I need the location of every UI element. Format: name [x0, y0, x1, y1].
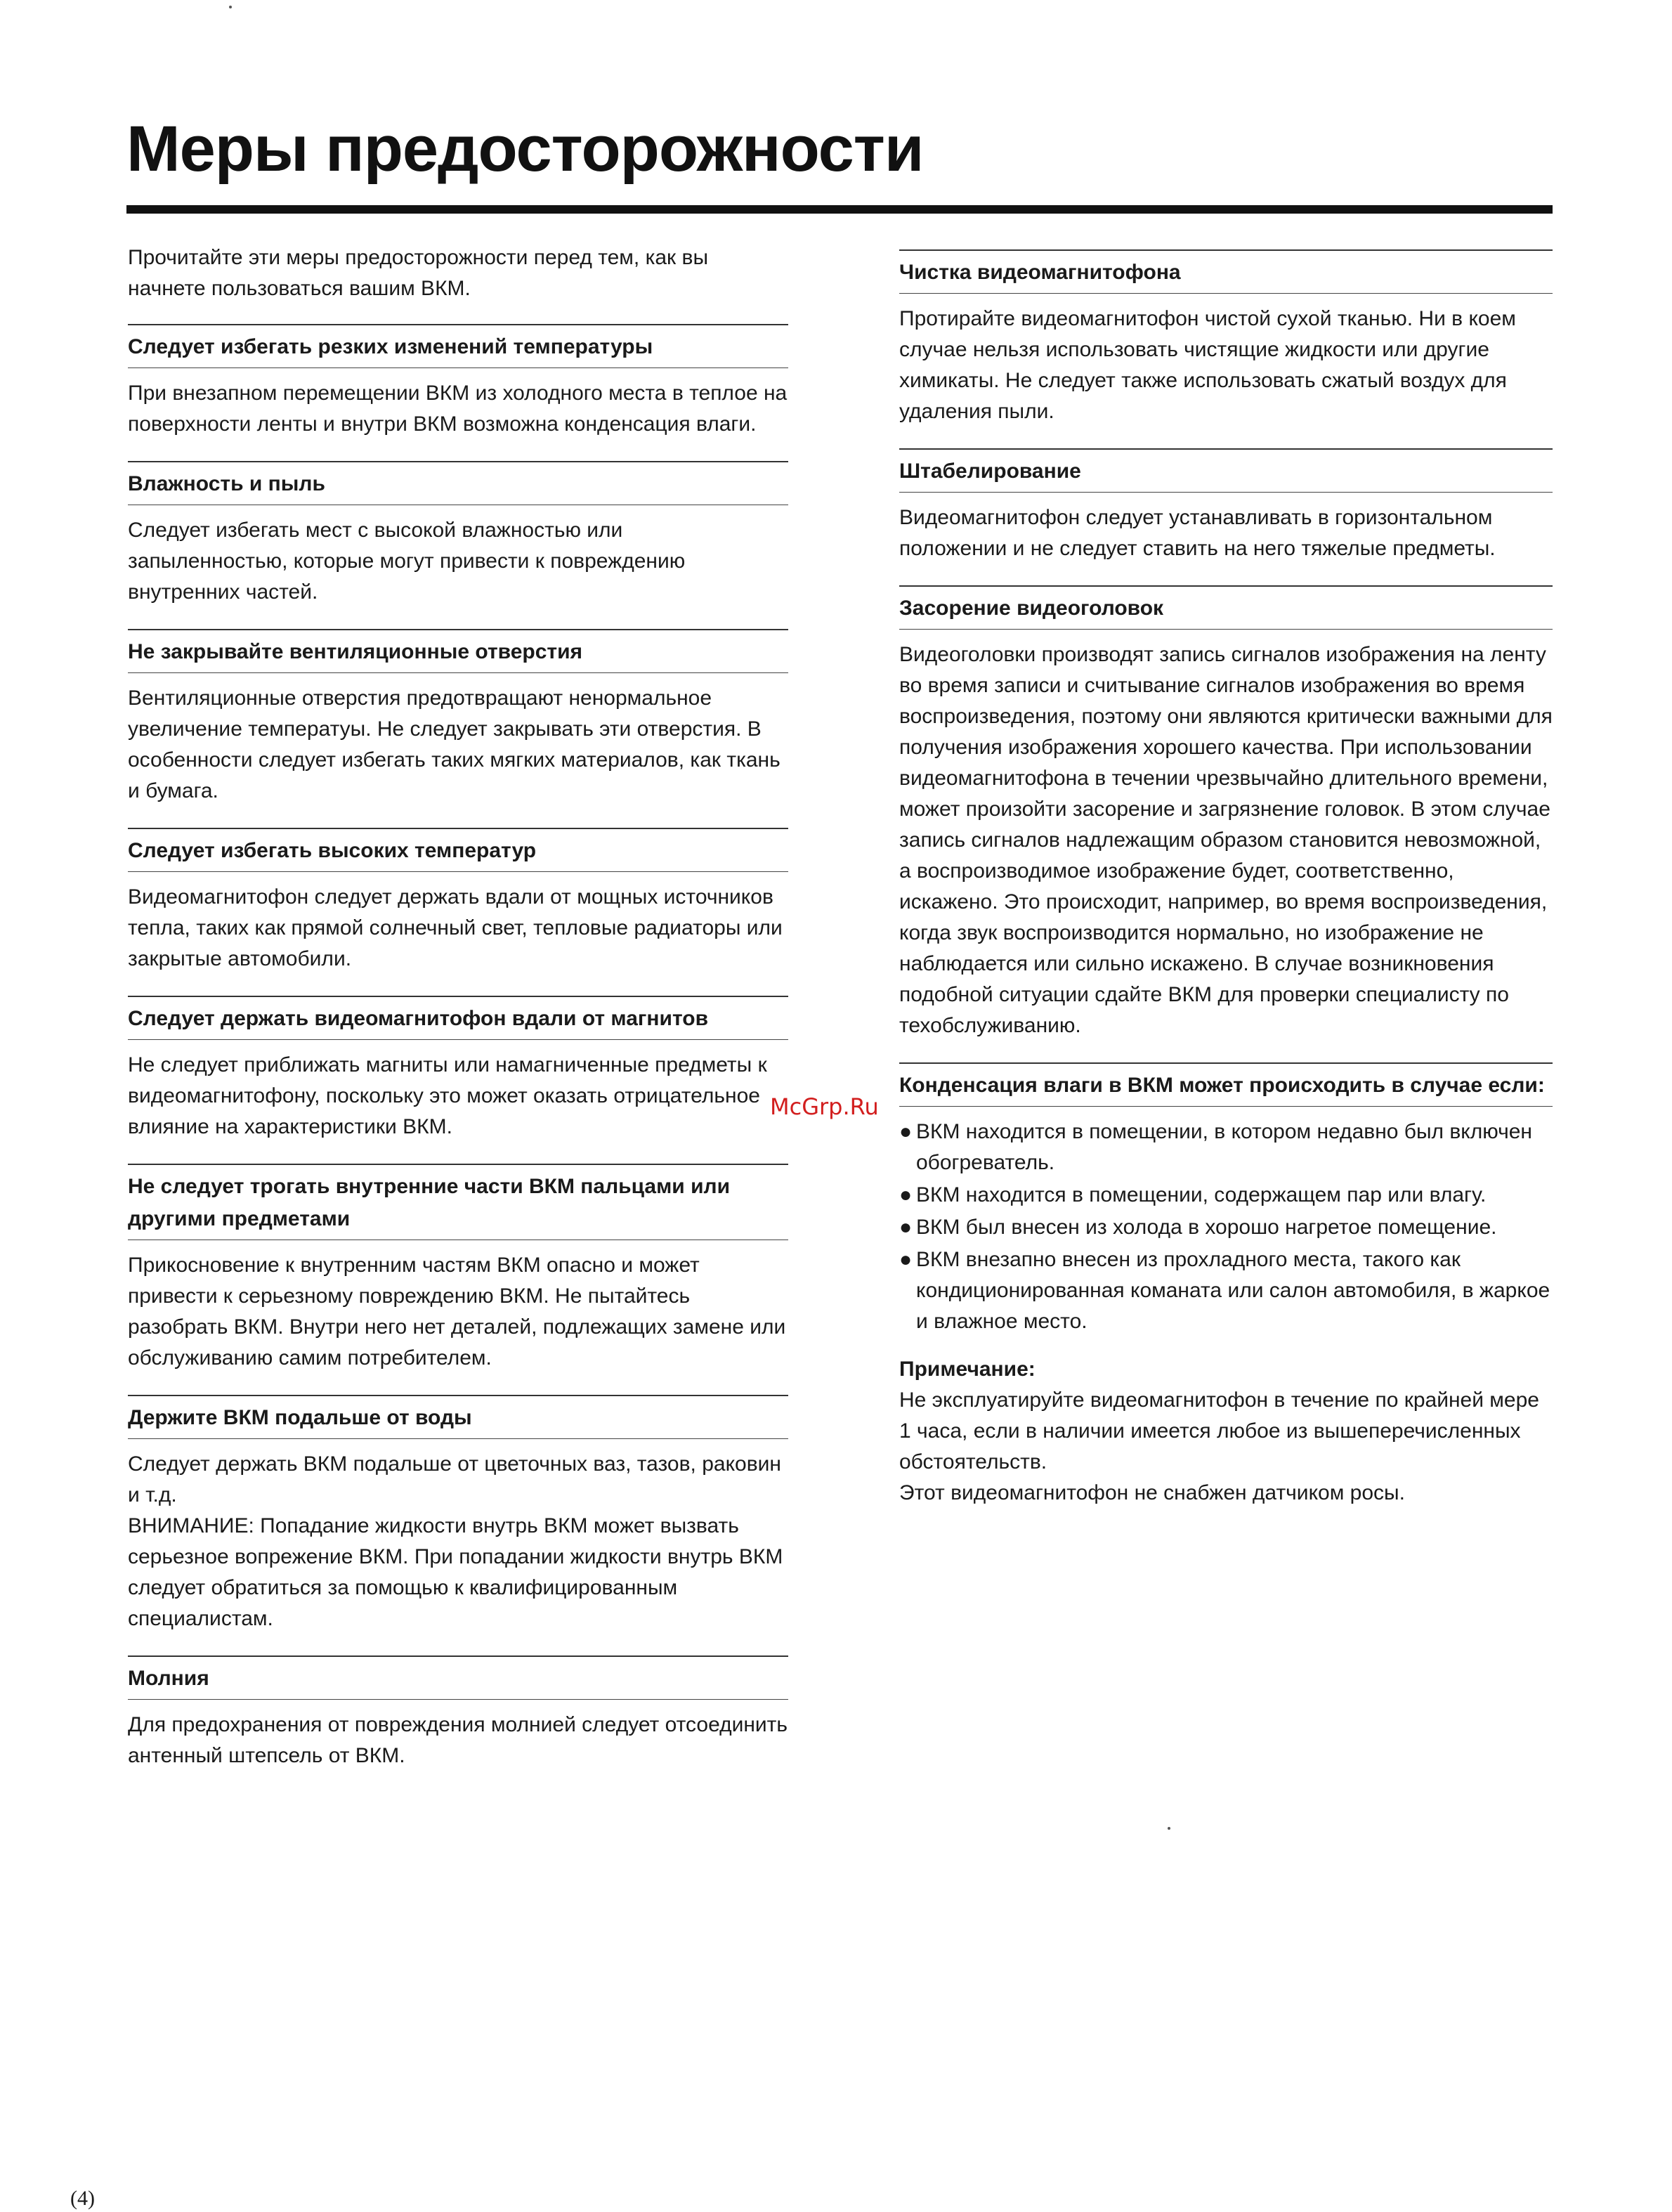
- section-divider: [128, 996, 788, 997]
- section-heading: Держите ВКМ подальше от воды: [128, 1406, 472, 1429]
- section-text: Видеомагнитофон следует держать вдали от мощных источников тепла, таких как прямой солнечный свет, тепловые радиаторы или закрытые автомобили.: [128, 885, 783, 970]
- section-head-clogging: [899, 585, 1553, 1041]
- section-divider: [899, 293, 1553, 294]
- intro-text: Прочитайте эти меры предосторожности перед тем, как вы начнете пользоваться вашим ВКМ.: [128, 246, 709, 300]
- bullet-icon: ●: [899, 1183, 913, 1206]
- section-divider: [128, 871, 788, 872]
- section-divider: [128, 1699, 788, 1700]
- section-ventilation: [128, 629, 788, 807]
- section-heading: Засорение видеоголовок: [899, 597, 1164, 620]
- section-divider: [128, 461, 788, 462]
- left-column: [128, 242, 788, 1793]
- scan-speck: [1168, 1827, 1170, 1830]
- section-divider: [899, 1062, 1553, 1064]
- section-heading: Следует избегать резких изменений температуры: [128, 335, 653, 358]
- section-divider: [899, 448, 1553, 450]
- section-heading: Штабелирование: [899, 460, 1081, 483]
- bullet-icon: ●: [899, 1120, 913, 1143]
- section-heading: Конденсация влаги в ВКМ может происходить в случае если:: [899, 1074, 1545, 1097]
- section-internal-parts: [128, 1164, 788, 1374]
- section-water: [128, 1395, 788, 1634]
- section-magnets: [128, 996, 788, 1143]
- bullet-icon: ●: [899, 1248, 913, 1271]
- title-underline: [126, 205, 1553, 214]
- section-divider: [899, 249, 1553, 251]
- section-divider: [899, 585, 1553, 587]
- section-text-block: [128, 1449, 788, 1634]
- note-text: Не эксплуатируйте видеомагнитофон в течение по крайней мере 1 часа, если в наличии имеется любое из вышеперечисленных обстоятельств.: [899, 1388, 1539, 1473]
- warning-text: ВНИМАНИЕ: Попадание жидкости внутрь ВКМ может вызвать серьезное вопрежение ВКМ. При попадании жидкости внутрь ВКМ следует обратиться за помощью к квалифицированным специалистам.: [128, 1514, 783, 1630]
- scan-speck: [229, 6, 232, 8]
- list-item: ● ВКМ был внесен из холода в хорошо нагретое помещение.: [899, 1212, 1553, 1243]
- section-divider: [128, 1039, 788, 1040]
- section-divider: [128, 1395, 788, 1396]
- note-text-dew-sensor: Этот видеомагнитофон не снабжен датчиком росы.: [899, 1481, 1405, 1504]
- section-heading: Следует избегать высоких температур: [128, 839, 537, 862]
- section-text: Для предохранения от повреждения молнией следует отсоединить антенный штепсель от ВКМ.: [128, 1713, 788, 1767]
- section-divider: [899, 492, 1553, 493]
- section-divider: [899, 629, 1553, 630]
- section-heading: Не закрывайте вентиляционные отверстия: [128, 640, 583, 663]
- section-stacking: [899, 448, 1553, 564]
- section-text: Видеоголовки производят запись сигналов изображения на ленту во время записи и считывание сигналов изображения во время воспроизведения, поэтому они являются критически важными для получения изображения хорошего качества. При использовании видеомагнитофона в течении чрезвычайно длительного времени, может произойти засорение и загрязнение головок. В этом случае запись сигналов надлежащим образом становится невозможной, а воспроизводимое изображение будет, соответственно, искажено. Это происходит, например, во время воспроизведения, когда звук воспроизводится нормально, но изображение не наблюдается или сильно искажено. В случае возникновения подобной ситуации сдайте ВКМ для проверки специалисту по техобслуживанию.: [899, 643, 1553, 1037]
- section-divider: [128, 324, 788, 325]
- section-heading: Не следует трогать внутренние части ВКМ пальцами или другими предметами: [128, 1175, 731, 1230]
- section-text: Следует избегать мест с высокой влажностью или запыленностью, которые могут привести к повреждению внутренних частей.: [128, 519, 686, 604]
- section-divider: [128, 1164, 788, 1165]
- condensation-list: [899, 1117, 1553, 1337]
- list-item: ● ВКМ находится в помещении, содержащем пар или влагу.: [899, 1180, 1553, 1211]
- section-high-temperatures: [128, 828, 788, 975]
- section-text: Прикосновение к внутренним частям ВКМ опасно и может привести к серьезному повреждению ВКМ. Не пытайтесь разобрать ВКМ. Внутри него нет деталей, подлежащих замене или обслуживанию самим потребителем.: [128, 1254, 786, 1370]
- section-divider: [128, 367, 788, 368]
- section-text: Протирайте видеомагнитофон чистой сухой тканью. Ни в коем случае нельзя использовать чистящие жидкости или другие химикаты. Не следует также использовать сжатый воздух для удаления пыли.: [899, 307, 1516, 423]
- right-column: [899, 249, 1553, 1509]
- note-heading: Примечание:: [899, 1358, 1036, 1381]
- page-title: Меры предосторожности: [126, 113, 924, 185]
- section-text: Не следует приближать магниты или намагниченные предметы к видеомагнитофону, поскольку это может оказать отрицательное влияние на характеристики ВКМ.: [128, 1053, 767, 1138]
- section-note: [899, 1354, 1553, 1509]
- section-divider: [128, 828, 788, 829]
- section-lightning: [128, 1655, 788, 1771]
- section-text: Видеомагнитофон следует устанавливать в горизонтальном положении и не следует ставить на него тяжелые предметы.: [899, 506, 1496, 560]
- watermark: McGrp.Ru: [770, 1093, 879, 1120]
- section-temperature-changes: [128, 324, 788, 440]
- list-item: ● ВКМ внезапно внесен из прохладного места, такого как кондиционированная команата или салон автомобиля, в жаркое и влажное место.: [899, 1244, 1553, 1337]
- section-divider: [128, 672, 788, 673]
- section-text: При внезапном перемещении ВКМ из холодного места в теплое на поверхности ленты и внутри ВКМ возможна конденсация влаги.: [128, 382, 788, 436]
- bullet-icon: ●: [899, 1216, 913, 1239]
- section-text: Вентиляционные отверстия предотвращают ненормальное увеличение температуы. Не следует закрывать эти отверстия. В особенности следует избегать таких мягких материалов, как ткань и бумага.: [128, 687, 781, 802]
- section-heading: Влажность и пыль: [128, 472, 325, 495]
- section-heading: Чистка видеомагнитофона: [899, 261, 1181, 284]
- list-item: ● ВКМ находится в помещении, в котором недавно был включен обогреватель.: [899, 1117, 1553, 1178]
- section-divider: [128, 1438, 788, 1439]
- page-number: (4): [70, 2187, 95, 2210]
- section-divider: [128, 1655, 788, 1657]
- section-condensation: [899, 1062, 1553, 1337]
- section-divider: [128, 629, 788, 630]
- section-text: Следует держать ВКМ подальше от цветочных ваз, тазов, раковин и т.д.: [128, 1452, 781, 1507]
- section-humidity-dust: [128, 461, 788, 608]
- section-heading: Следует держать видеомагнитофон вдали от магнитов: [128, 1007, 709, 1030]
- section-divider: [899, 1106, 1553, 1107]
- section-cleaning: [899, 249, 1553, 427]
- section-heading: Молния: [128, 1667, 209, 1690]
